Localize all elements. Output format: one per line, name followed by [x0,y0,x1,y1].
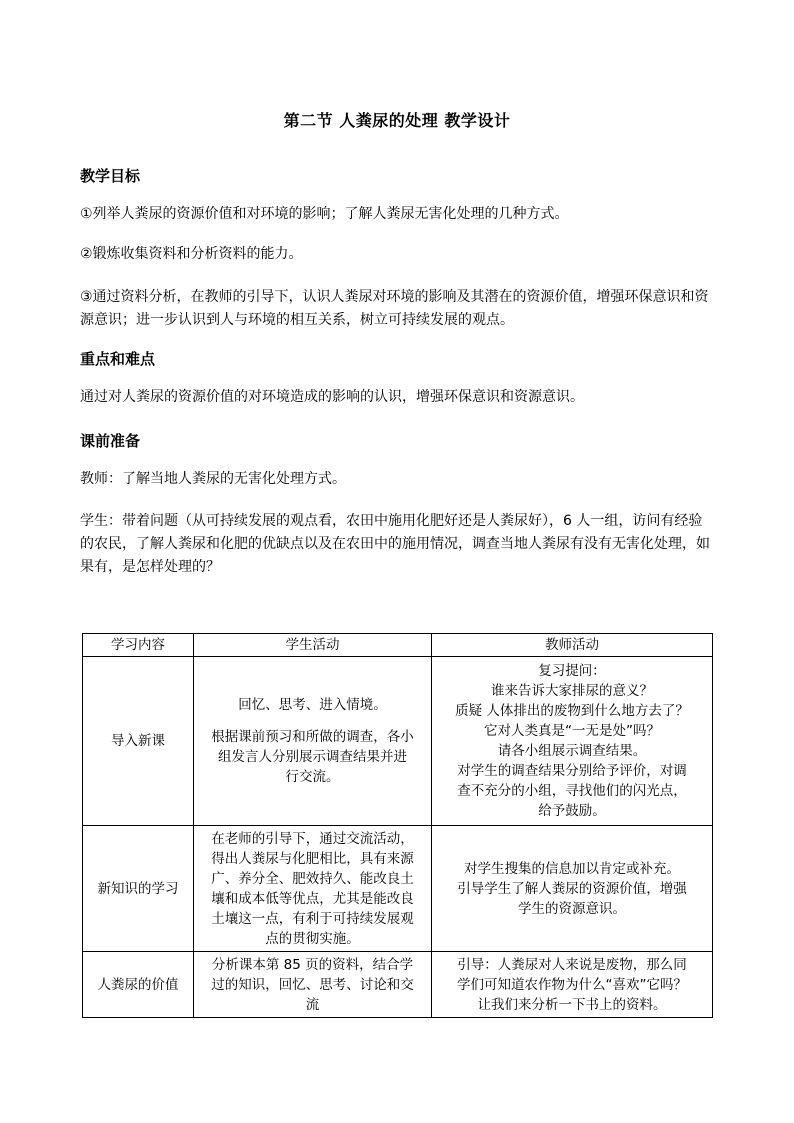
prep-student: 学生：带着问题（从可持续发展的观点看，农田中施用化肥好还是人粪尿好），6 人一组，访问有经验的农民，了解人粪尿和化肥的优缺点以及在农田中的施用情况，调查当地人粪尿有没有无害化处理，如果有，是怎样处理的？ [80,513,710,575]
table-header-row [83,634,713,657]
cell-line: 流 [305,996,320,1013]
cell-line: 它对人类真是“一无是处”吗？ [484,723,660,739]
objective-item-1: ①列举人粪尿的资源价值和对环境的影响；了解人粪尿无害化处理的几种方式。 [80,206,569,222]
row-content-cell: 新知识的学习 [83,826,194,952]
cell-line: 请各小组展示调查结果。 [497,743,647,759]
cell-line: 过的知识，回忆、思考、讨论和交 [211,976,414,993]
cell-line: 质疑 人体排出的废物到什么地方去了？ [455,703,689,719]
cell-line: 学生的资源意识。 [518,900,626,917]
cell-line: 分析课本第 85 页的资料，结合学 [211,956,414,973]
table-header-cell: 教师活动 [432,634,713,657]
row-teacher-cell [432,657,713,826]
focus-heading: 重点和难点 [80,350,156,368]
cell-line: 行交流。 [285,769,340,785]
objective-item-2: ②锻炼收集资料和分析资料的能力。 [80,246,303,262]
table-row [83,657,713,826]
objective-item-3: ③通过资料分析，在教师的引导下，认识人粪尿对环境的影响及其潜在的资源价值，增强环保意识和资源意识；进一步认识到人与环境的相互关系，树立可持续发展的观点。 [80,289,709,328]
lesson-table [82,633,713,1018]
cell-line: 回忆、思考、进入情境。 [238,697,387,713]
table-header-cell: 学生活动 [194,634,432,657]
cell-line: 让我们来分析一下书上的资料。 [477,996,667,1013]
cell-line: 引导学生了解人粪尿的资源价值，增强 [457,880,687,897]
cell-line: 对学生的调查结果分别给予评价，对调 [457,763,687,779]
cell-line: 引导：人粪尿对人来说是废物，那么同 [457,956,687,973]
cell-line: 点的贯彻实施。 [265,930,360,947]
cell-line: 广、养分全、肥效持久、能改良土 [211,870,414,887]
cell-line: 得出人粪尿与化肥相比，具有来源 [211,850,414,867]
row-student-cell [194,952,432,1018]
cell-spacer [196,715,429,727]
objectives-heading: 教学目标 [80,167,141,185]
table-row [83,826,713,952]
cell-line: 组发言人分别展示调查结果并进 [218,749,407,765]
row-content-cell: 导入新课 [83,657,194,826]
cell-line: 土壤这一点，有利于可持续发展观 [211,910,414,927]
row-content-cell: 人粪尿的价值 [83,952,194,1018]
prep-teacher: 教师：了解当地人粪尿的无害化处理方式。 [80,471,346,487]
cell-line: 壤和成本低等优点，尤其是能改良 [211,890,414,907]
cell-line: 学们可知道农作物为什么“喜欢”它吗？ [457,976,687,993]
table-row [83,952,713,1018]
document-title: 第二节 人粪尿的处理 教学设计 [283,111,511,130]
row-student-cell [194,657,432,826]
cell-line: 复习提问： [538,663,606,679]
focus-text: 通过对人粪尿的资源价值的对环境造成的影响的认识，增强环保意识和资源意识。 [80,389,584,405]
prep-heading: 课前准备 [80,432,141,450]
cell-line: 对学生搜集的信息加以肯定或补充。 [464,860,680,877]
cell-line: 给予鼓励。 [538,803,606,819]
table-header-cell: 学习内容 [83,634,194,657]
row-teacher-cell [432,952,713,1018]
row-teacher-cell [432,826,713,952]
row-student-cell [194,826,432,952]
cell-line: 在老师的引导下，通过交流活动， [211,830,414,847]
cell-line: 查不充分的小组，寻找他们的闪光点， [457,783,687,799]
cell-line: 谁来告诉大家排尿的意义？ [491,683,653,699]
cell-line: 根据课前预习和所做的调查，各小 [211,729,414,745]
